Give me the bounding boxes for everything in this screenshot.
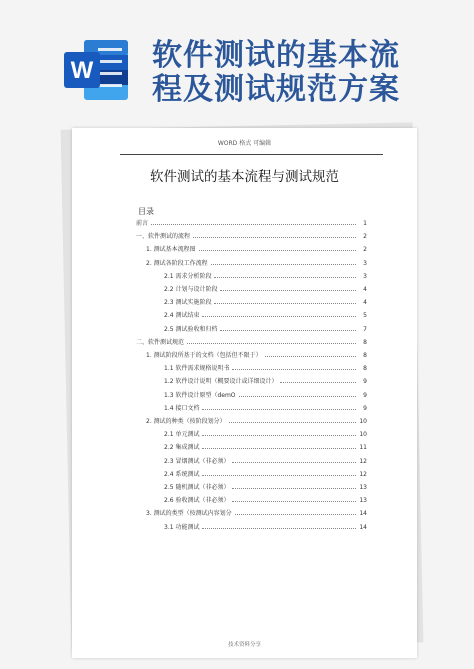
toc-entry-page: 4: [363, 299, 367, 307]
toc-entry[interactable]: [146, 508, 367, 517]
toc-entry-label: 2.2 集成测试: [164, 444, 200, 452]
toc-entry[interactable]: [136, 231, 367, 240]
toc-leader-dots: [214, 277, 356, 278]
document-page: [72, 128, 417, 658]
toc-entry-label: 2.2 计划与设计阶段: [164, 286, 218, 293]
toc-leader-dots: [202, 475, 356, 476]
toc-entry[interactable]: [136, 337, 367, 346]
toc-entry-page: 7: [363, 325, 367, 333]
toc-entry-label: 1.3 软件设计原型（demO: [164, 391, 236, 399]
banner: [0, 0, 474, 112]
toc-entry-label: 3.1 功能测试: [164, 523, 200, 531]
toc-entry-label: 2. 测试的种类（按阶段划分）: [146, 418, 226, 425]
toc-leader-dots: [202, 316, 356, 317]
toc-entry-label: 2. 测试各阶段工作流程: [146, 259, 208, 267]
toc-leader-dots: [214, 303, 356, 304]
toc-entry[interactable]: [164, 297, 367, 306]
toc-entry-page: 14: [359, 510, 367, 518]
toc-entry[interactable]: [164, 390, 367, 399]
header-note: WORD 格式 可编辑: [217, 140, 272, 147]
toc-entry[interactable]: [164, 284, 367, 293]
toc-entry-label: 2.4 测试结束: [164, 312, 200, 320]
toc-entry[interactable]: [164, 495, 367, 504]
toc-leader-dots: [220, 290, 356, 291]
toc-entry-label: 2.3 冒烟测试（非必须）: [164, 457, 230, 465]
toc-leader-dots: [220, 330, 356, 331]
toc-entry[interactable]: [136, 218, 367, 227]
toc-leader-dots: [187, 343, 356, 344]
toc-entry-page: 12: [359, 457, 367, 465]
toc-leader-dots: [265, 356, 356, 357]
toc-entry-page: 5: [363, 312, 367, 320]
toc-leader-dots: [239, 396, 356, 397]
toc-entry-page: 12: [359, 470, 367, 478]
toc-entry-page: 9: [363, 378, 367, 386]
toc-entry[interactable]: [146, 350, 367, 359]
toc-entry-label: 2.1 单元测试: [164, 431, 200, 439]
toc-entry-page: 2: [363, 246, 367, 254]
toc-entry-page: 3: [363, 259, 367, 267]
toc-entry[interactable]: [164, 376, 367, 385]
toc-entry[interactable]: [164, 403, 367, 412]
toc-entry[interactable]: [146, 416, 367, 425]
word-icon: [62, 38, 130, 102]
toc-entry-label: 1.2 软件设计说明（概要设计或详细设计）: [164, 378, 278, 386]
toc-entry[interactable]: [164, 482, 367, 491]
toc-leader-dots: [235, 514, 356, 515]
toc-entry-label: 3. 测试的类型（按测试内容划分: [146, 510, 232, 518]
toc-entry[interactable]: [164, 469, 367, 478]
toc-leader-dots: [193, 237, 356, 238]
svg-text:W: W: [70, 57, 94, 84]
toc-entry-page: 2: [363, 233, 367, 241]
toc-entry-page: 4: [363, 286, 367, 293]
toc-entry-page: 9: [363, 391, 367, 399]
toc-entry-label: 2.1 需求分析阶段: [164, 272, 212, 280]
toc-entry-page: 11: [359, 444, 367, 452]
toc-entry[interactable]: [164, 324, 367, 333]
toc-leader-dots: [232, 462, 356, 463]
toc-leader-dots: [280, 382, 356, 383]
toc-leader-dots: [202, 435, 356, 436]
toc-entry-page: 10: [359, 431, 367, 439]
toc-leader-dots: [232, 501, 356, 502]
toc-entry-label: 2.5 测试验收和归档: [164, 325, 218, 333]
toc-entry-label: 2.4 系统测试: [164, 470, 200, 478]
toc-entry-label: 2.6 验收测试（非必须）: [164, 497, 230, 505]
toc-entry-label: 1.4 接口文档: [164, 404, 200, 412]
toc-entry-page: 1: [363, 220, 367, 227]
toc-entry[interactable]: [164, 522, 367, 531]
toc-entry[interactable]: [164, 271, 367, 280]
toc-entry-page: 9: [363, 404, 367, 412]
banner-title-line-1: 软件测试的基本流: [152, 38, 400, 73]
toc-leader-dots: [202, 448, 356, 449]
toc-entry-label: 一、软件测试的流程: [136, 233, 191, 241]
toc-entry-label: 二、软件测试规范: [136, 338, 185, 346]
toc-leader-dots: [211, 264, 356, 265]
toc-entry[interactable]: [164, 310, 367, 319]
toc-entry-label: 1. 测试阶段所基于的文档（包括但不限于）: [146, 352, 262, 359]
toc-leader-dots: [232, 369, 356, 370]
toc-entry-label: 1.1 软件需求规格说明书: [164, 365, 230, 373]
toc-leader-dots: [199, 250, 356, 251]
footer-note: 技术资料分享: [227, 642, 261, 648]
toc-leader-dots: [232, 488, 356, 489]
toc-entry-label: 1. 测试基本流程图: [146, 246, 196, 254]
toc-entry[interactable]: [164, 442, 367, 451]
banner-title-line-2: 程及测试规范方案: [152, 72, 400, 107]
toc-entry-label: 2.5 随机测试（非必须）: [164, 484, 230, 491]
toc-entry[interactable]: [164, 363, 367, 372]
toc-entry-page: 8: [363, 365, 367, 373]
toc-entry[interactable]: [146, 244, 367, 253]
toc-entry[interactable]: [164, 429, 367, 438]
toc-entry-page: 13: [359, 484, 367, 491]
toc-entry[interactable]: [146, 258, 367, 267]
toc-heading: 目录: [138, 207, 154, 216]
toc-entry-page: 8: [363, 338, 367, 346]
table-of-contents: [72, 128, 417, 658]
toc-entry-page: 10: [359, 418, 367, 425]
toc-leader-dots: [202, 528, 356, 529]
toc-entry-page: 14: [359, 523, 367, 531]
document-title: 软件测试的基本流程与测试规范: [150, 169, 339, 185]
toc-entry-page: 8: [363, 352, 367, 359]
toc-entry-page: 3: [363, 272, 367, 280]
toc-leader-dots: [202, 409, 356, 410]
toc-entry[interactable]: [164, 456, 367, 465]
toc-leader-dots: [151, 224, 356, 225]
toc-entry-label: 2.3 测试实施阶段: [164, 299, 212, 307]
toc-entry-page: 13: [359, 497, 367, 505]
toc-leader-dots: [229, 422, 356, 423]
toc-entry-label: 前言: [136, 220, 149, 227]
